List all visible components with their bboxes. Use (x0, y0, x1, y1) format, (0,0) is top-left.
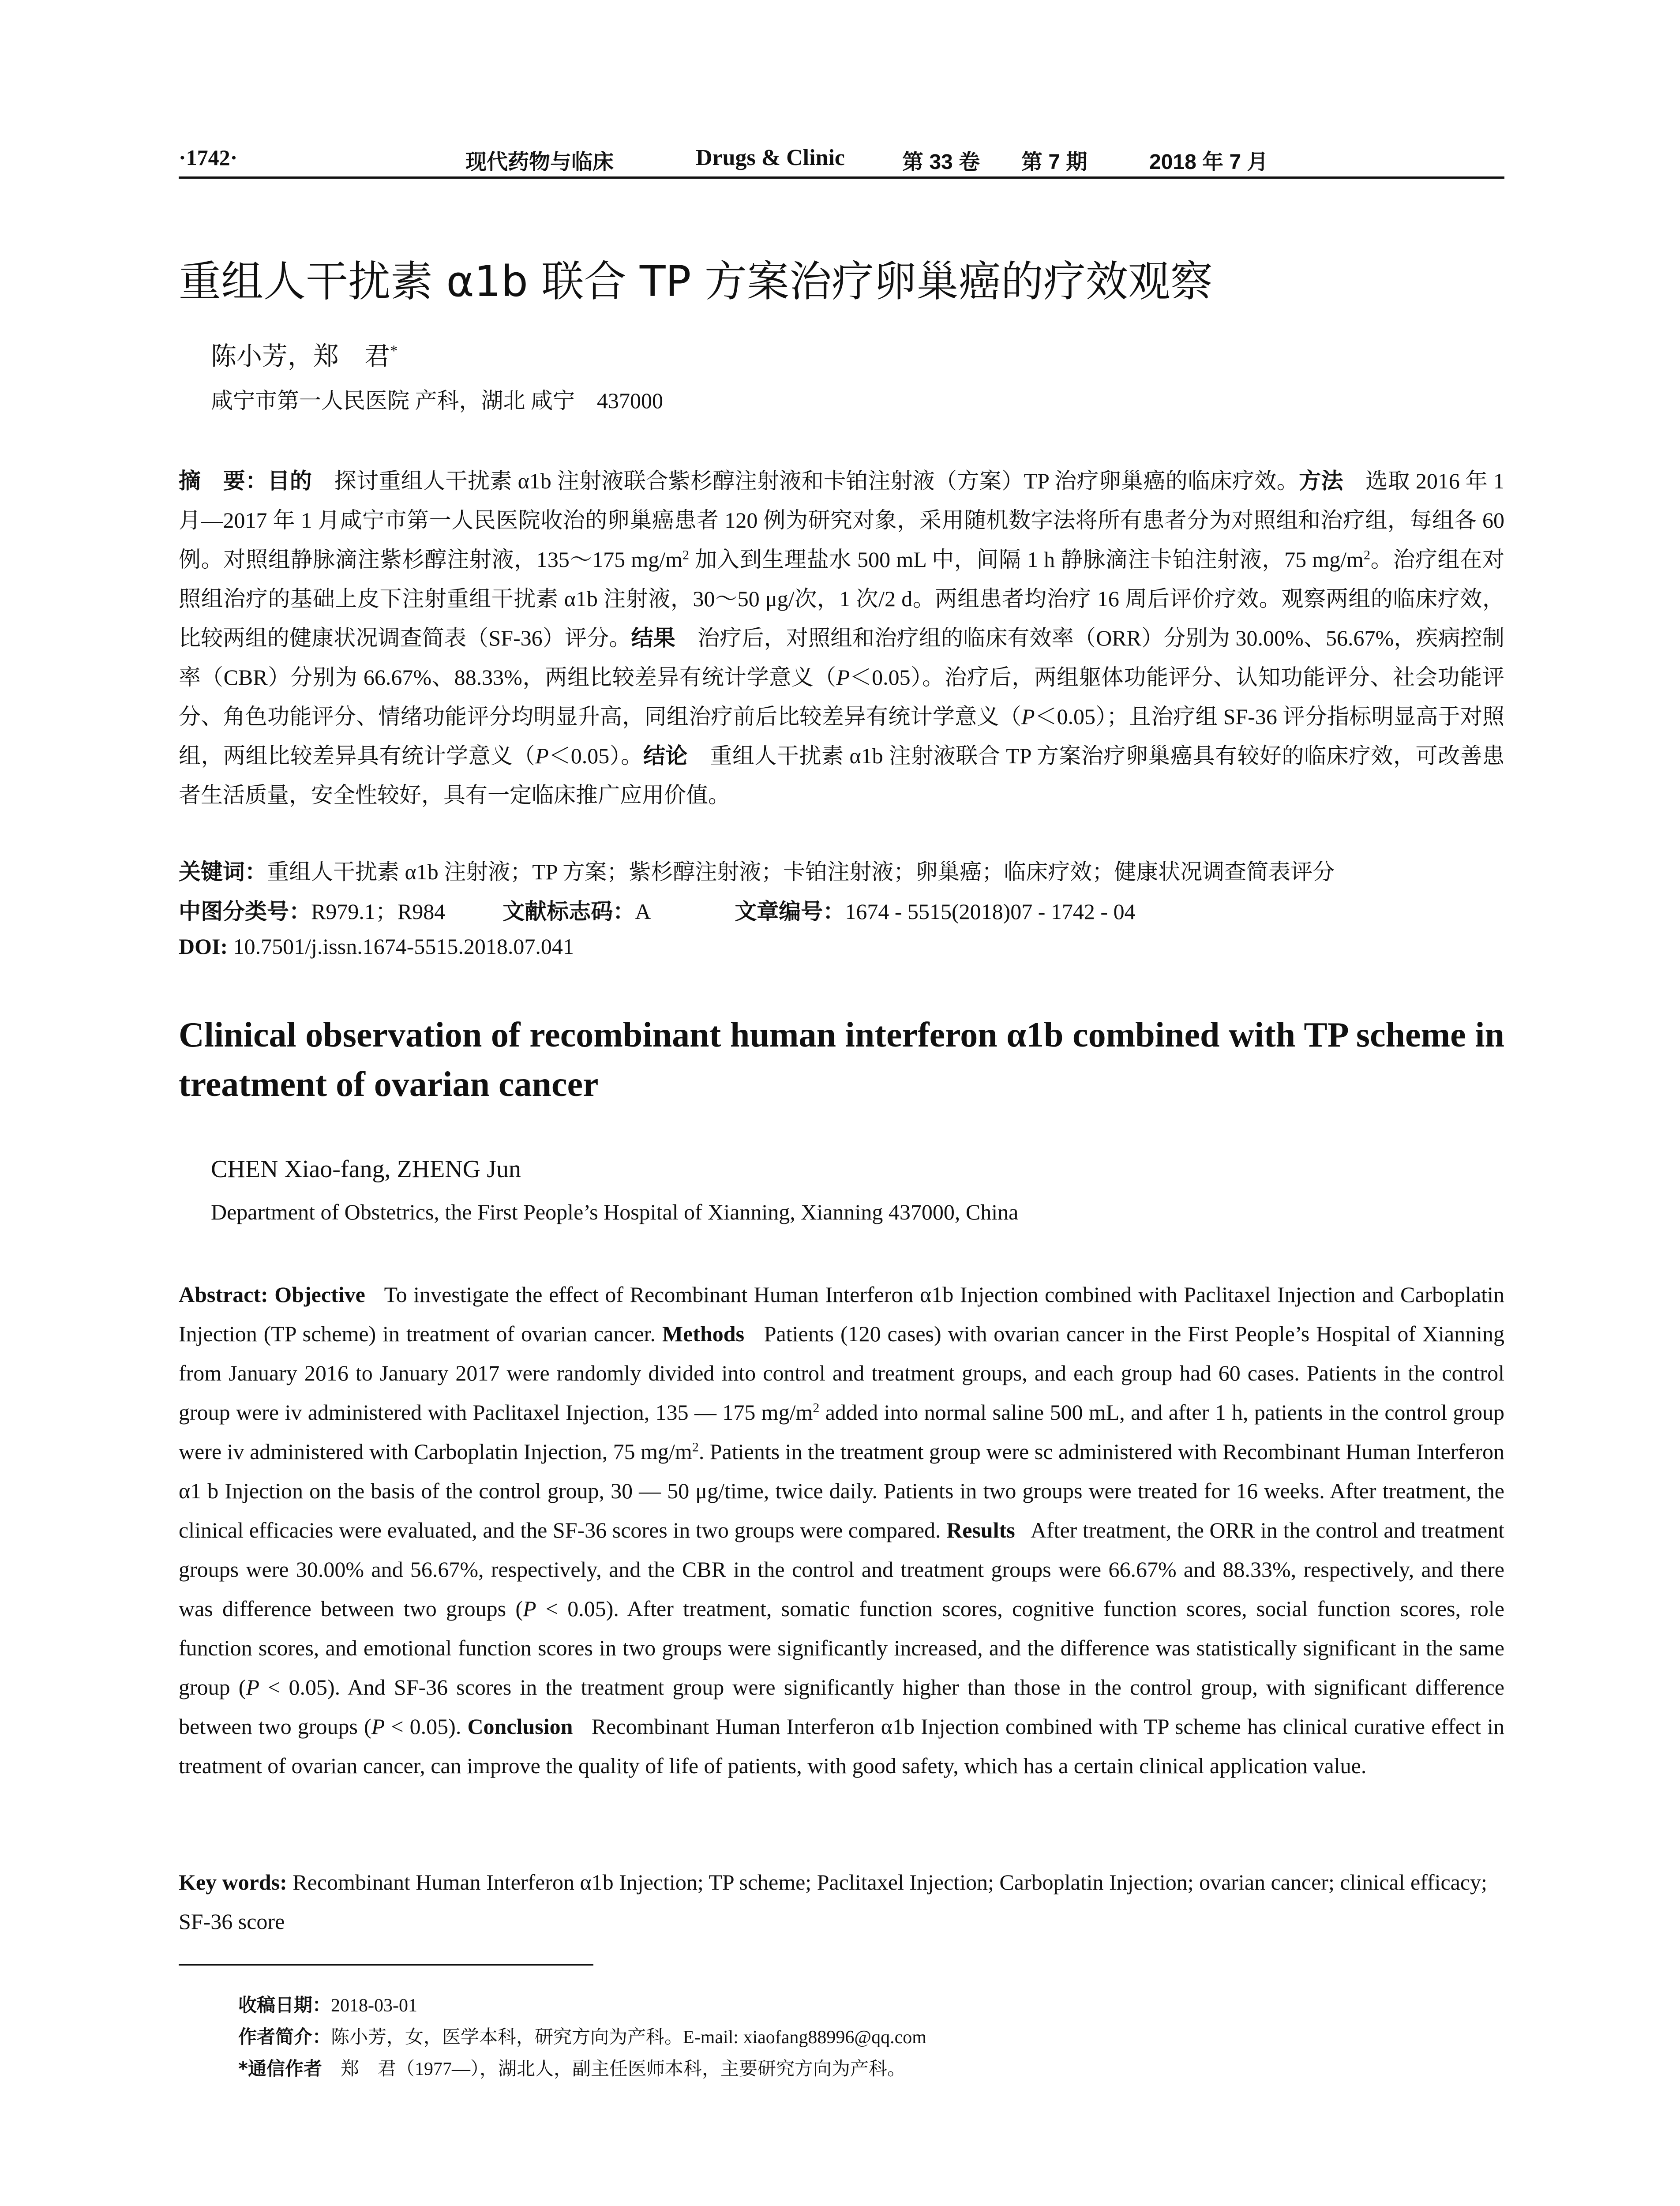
title-en: Clinical observation of recombinant human interferon α1b combined with TP scheme in treatment of ovarian cancer (179, 1016, 1504, 1104)
footnote-author-bio: 作者简介：陈小芳，女，医学本科，研究方向为产科。E-mail: xiaofang88996@qq.com (238, 2026, 926, 2048)
results-label-cn: 结果 (631, 626, 675, 650)
volume: 第 33 卷 (902, 150, 980, 174)
footnote-corresponding: *通信作者 郑 君（1977—），湖北人，副主任医师本科，主要研究方向为产科。 (238, 2058, 906, 2079)
methods-label-cn: 方法 (1299, 469, 1343, 493)
page-number: ·1742· (179, 145, 238, 170)
authors-en: CHEN Xiao-fang, ZHENG Jun (211, 1156, 521, 1183)
conclusion-label-cn: 结论 (643, 743, 688, 768)
abstract-en: Abstract: Objective To investigate the effect of Recombinant Human Interferon α1b Injection combined with Paclitaxel Injection and Carboplatin Injection (TP scheme) in treatment of ovarian cancer. Methods Patients (120 cases) with ovarian cancer in the First People’s Hospital of Xianning from January 2016 to January 2017 were randomly divided into control and treatment groups, and each group had 60 cases. Patients in the control group were iv administered with Paclitaxel Injection, 135 — 175 $mg/m^2$ added into normal saline 500 mL, and after 1 h, patients in the control group were iv administered with Carboplatin Injection, 75 $mg/m^2$. Patients in the treatment group were sc administered with Recombinant Human Interferon α1 b Injection on the basis of the control group, 30 — 50 μg/time, twice daily. Patients in two groups were treated for 16 weeks. After treatment, the clinical efficacies were evaluated, and the SF-36 scores in two groups were compared. Results After treatment, the ORR in the control and treatment groups were 30.00% and 56.67%, respectively, and the CBR in the control and treatment groups were 66.67% and 88.33%, respectively, and there was difference between two groups (P < 0.05). After treatment, somatic function scores, cognitive function scores, social function scores, role function scores, and emotional function scores in two groups were significantly increased, and the difference was statistically significant in the same group (P < 0.05). And SF-36 scores in the treatment group were significantly higher than those in the control group, with significant difference between two groups (P < 0.05). Conclusion Recombinant Human Interferon α1b Injection combined with TP scheme has clinical curative effect in treatment of ovarian cancer, can improve the quality of life of patients, with good safety, which has a certain clinical application value. (179, 1282, 1505, 1778)
document-code: A (635, 899, 651, 924)
authors-cn: 陈小芳，郑 君* (211, 342, 398, 371)
keywords-cn: 关键词：重组人干扰素 α1b 注射液；TP 方案；紫杉醇注射液；卡铂注射液；卵巢癌；临床疗效；健康状况调查简表评分 (179, 859, 1335, 885)
abstract-cn-label: 摘 要： (179, 469, 268, 493)
footnote-rule (179, 1964, 593, 1966)
footnote-received: 收稿日期：2018-03-01 (238, 1994, 417, 2016)
results-label-en: Results (946, 1518, 1015, 1542)
methods-label-en: Methods (662, 1321, 745, 1346)
objective-label-en: Objective (274, 1282, 365, 1307)
article-number: 1674 - 5515(2018)07 - 1742 - 04 (845, 899, 1136, 924)
header-rule (179, 176, 1504, 179)
title-cn: 重组人干扰素 α1b 联合 TP 方案治疗卵巢癌的疗效观察 (179, 257, 1213, 306)
conclusion-label-en: Conclusion (467, 1714, 573, 1739)
keywords-en-label: Key words: (179, 1870, 287, 1895)
affiliation-en: Department of Obstetrics, the First People’s Hospital of Xianning, Xianning 437000, China (211, 1200, 1019, 1224)
keywords-cn-label: 关键词： (179, 859, 267, 885)
doi-link[interactable]: 10.7501/j.issn.1674-5515.2018.07.041 (233, 934, 574, 959)
doi-line: DOI: 10.7501/j.issn.1674-5515.2018.07.041 (179, 934, 574, 959)
issue-date: 2018 年 7 月 (1149, 150, 1268, 174)
issue: 第 7 期 (1021, 150, 1088, 174)
corresponding-mark: * (390, 342, 398, 360)
running-header (179, 140, 1504, 180)
clc-number: R979.1；R984 (311, 899, 446, 924)
keywords-en: Key words: Recombinant Human Interferon α1b Injection; TP scheme; Paclitaxel Injection; Carboplatin Injection; ovarian cancer; clinical efficacy; SF-36 score (179, 1870, 1487, 1934)
journal-name-en: Drugs & Clinic (696, 145, 845, 170)
abstract-en-label: Abstract: (179, 1282, 268, 1307)
classification-line: 中图分类号：R979.1；R984 文献标志码：A 文章编号：1674 - 5515(2018)07 - 1742 - 04 (179, 899, 1136, 924)
affiliation-cn: 咸宁市第一人民医院 产科，湖北 咸宁 437000 (211, 388, 663, 413)
objective-label-cn: 目的 (267, 469, 312, 493)
abstract-cn: 摘 要：目的 探讨重组人干扰素 α1b 注射液联合紫杉醇注射液和卡铂注射液（方案）TP 治疗卵巢癌的临床疗效。方法 选取 2016 年 1 月—2017 年 1 月咸宁市第一人民医院收治的卵巢癌患者 120 例为研究对象，采用随机数字法将所有患者分为对照组和治疗组，每组各 60 例。对照组静脉滴注紫杉醇注射液，135～175 $mg/m^2$ 加入到生理盐水 500 mL 中，间隔 1 h 静脉滴注卡铂注射液，75 $mg/m^2$。治疗组在对照组治疗的基础上皮下注射重组干扰素 α1b 注射液，30～50 μg/次，1 次/2 d。两组患者均治疗 16 周后评价疗效。观察两组的临床疗效，比较两组的健康状况调查简表（SF-36）评分。结果 治疗后，对照组和治疗组的临床有效率（ORR）分别为 30.00%、56.67%，疾病控制率（CBR）分别为 66.67%、88.33%，两组比较差异有统计学意义（P＜0.05）。治疗后，两组躯体功能评分、认知功能评分、社会功能评分、角色功能评分、情绪功能评分均明显升高，同组治疗前后比较差异有统计学意义（P＜0.05）；且治疗组 SF-36 评分指标明显高于对照组，两组比较差异具有统计学意义（P＜0.05）。结论 重组人干扰素 α1b 注射液联合 TP 方案治疗卵巢癌具有较好的临床疗效，可改善患者生活质量，安全性较好，具有一定临床推广应用价值。 (179, 469, 1505, 807)
journal-name-cn: 现代药物与临床 (465, 150, 614, 174)
